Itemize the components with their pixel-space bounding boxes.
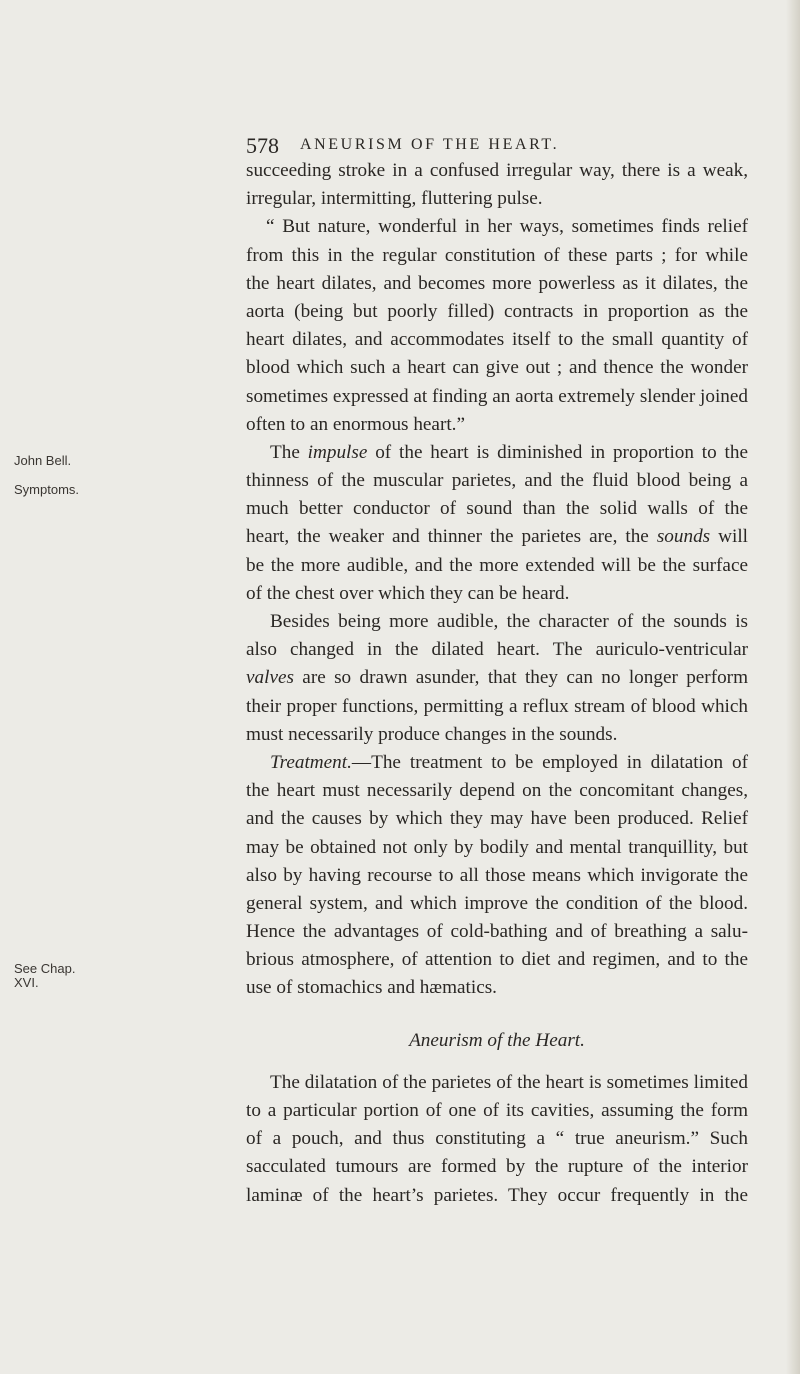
text-line: Hence the advantages of cold-bathing and of breathing a salu-: [246, 921, 748, 943]
text-line: be the more audible, and the more extended will be the surface: [246, 554, 748, 576]
text-line: sometimes expressed at finding an aorta extremely slender joined: [246, 385, 748, 407]
text-line: [246, 749, 748, 777]
text-line: the heart dilates, and becomes more powerless as it dilates, the: [246, 272, 748, 294]
margin-note-john-bell: John Bell.: [14, 453, 72, 468]
text-run: —The treatment to be employed in dilatation of: [351, 751, 748, 773]
page-number: 578: [246, 133, 279, 158]
text-line: must necessarily produce changes in the sounds.: [246, 723, 618, 745]
text-line: of the chest over which they can be heard.: [246, 582, 570, 604]
italic-term-treatment: Treatment.: [270, 751, 352, 773]
text-line: also changed in the dilated heart. The auriculo-ventricular: [246, 639, 748, 661]
text-line: laminæ of the heart’s parietes. They occur frequently in the: [246, 1184, 748, 1206]
text-line: use of stomachics and hæmatics.: [246, 977, 497, 999]
text-line: may be obtained not only by bodily and mental tranquillity, but: [246, 836, 748, 858]
text-line: [246, 523, 748, 551]
text-line: heart dilates, and accommodates itself to the small quantity of: [246, 329, 748, 351]
page-edge: [786, 0, 800, 1374]
text-line: sacculated tumours are formed by the rupture of the interior: [246, 1156, 748, 1178]
text-run: heart, the weaker and thinner the parietes are, the: [246, 526, 657, 548]
text-run: The: [270, 441, 308, 463]
spacer: [246, 1055, 748, 1069]
text-line: general system, and which improve the condition of the blood.: [246, 892, 748, 914]
text-line: often to an enormous heart.”: [246, 413, 465, 435]
italic-term-valves: valves: [246, 667, 294, 689]
section-heading: Aneurism of the Heart.: [409, 1029, 585, 1051]
text-line: “ But nature, wonderful in her ways, sometimes finds relief: [266, 216, 748, 238]
spacer: [246, 1003, 748, 1027]
text-line: aorta (being but poorly filled) contracts in proportion as the: [246, 300, 748, 322]
text-run: of the heart is diminished in proportion to the: [367, 441, 748, 463]
italic-term-impulse: impulse: [307, 441, 368, 463]
text-line: [246, 664, 748, 692]
text-line: their proper functions, permitting a reflux stream of blood which: [246, 695, 748, 717]
margin-note-see-chap: [14, 962, 75, 990]
text-line: and the causes by which they may have been produced. Relief: [246, 808, 748, 830]
body-text: [246, 157, 748, 1210]
margin-note-see-chap-line2: XVI.: [14, 975, 39, 990]
text-line: succeeding stroke in a confused irregular way, there is a weak,: [246, 160, 748, 181]
text-line: to a particular portion of one of its cavities, assuming the form: [246, 1100, 748, 1121]
margin-note-symptoms: Symptoms.: [14, 482, 80, 497]
text-line: irregular, intermitting, fluttering pulse.: [246, 188, 543, 210]
text-line: thinness of the muscular parietes, and the fluid blood being a: [246, 470, 748, 492]
text-line: also by having recourse to all those means which invigorate the: [246, 864, 748, 886]
text-line: brious atmosphere, of attention to diet and regimen, and to the: [246, 949, 748, 971]
text-line: [246, 439, 748, 467]
text-line: Besides being more audible, the character of the sounds is: [270, 611, 748, 632]
running-head: ANEURISM OF THE HEART.: [300, 136, 560, 153]
text-line: from this in the regular constitution of these parts ; for while: [246, 244, 748, 266]
text-line: of a pouch, and thus constituting a “ true aneurism.” Such: [246, 1128, 748, 1150]
text-line: The dilatation of the parietes of the heart is sometimes limited: [270, 1071, 748, 1093]
text-line: much better conductor of sound than the solid walls of the: [246, 498, 748, 520]
italic-term-sounds: sounds: [656, 526, 711, 548]
margin-note-see-chap-line1: See Chap.: [14, 961, 76, 976]
text-run: will: [710, 526, 748, 548]
text-run: are so drawn asunder, that they can no longer perform: [293, 667, 748, 689]
text-line: blood which such a heart can give out ; and thence the wonder: [246, 357, 748, 379]
text-line: the heart must necessarily depend on the concomitant changes,: [246, 780, 748, 802]
